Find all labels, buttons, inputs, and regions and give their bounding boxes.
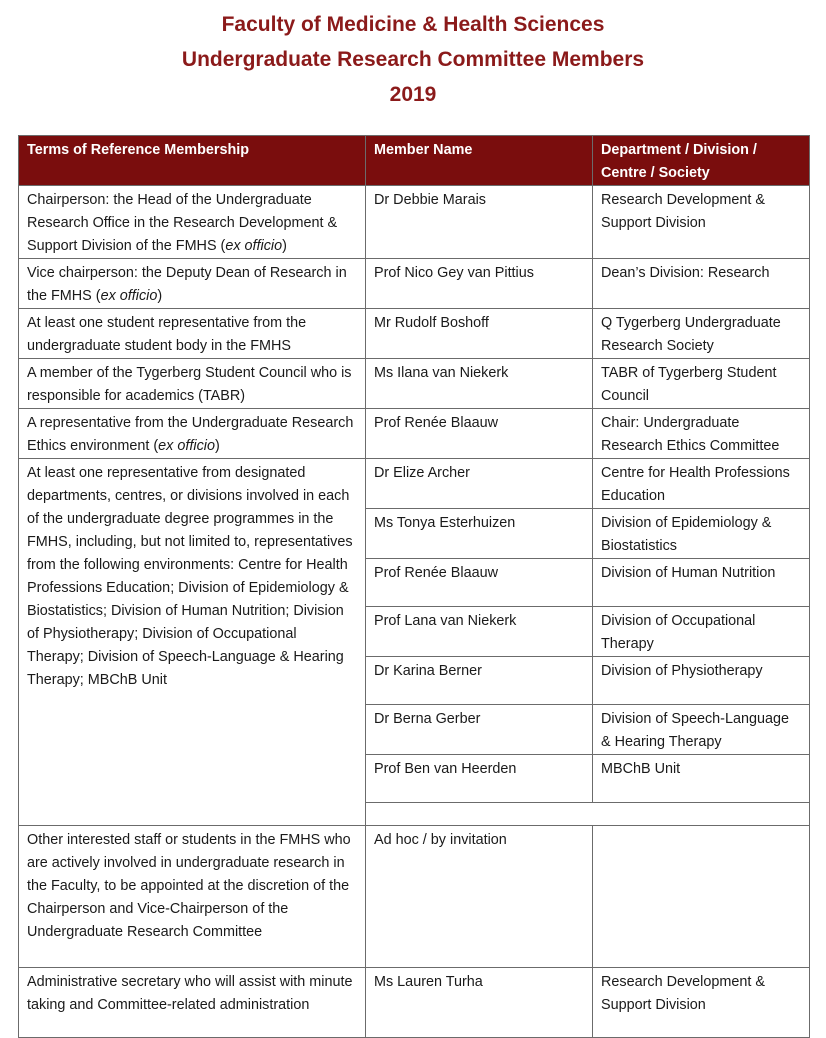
member-cell: Prof Lana van Niekerk bbox=[366, 607, 593, 657]
title-committee: Undergraduate Research Committee Members bbox=[181, 48, 645, 71]
terms-cell: At least one student representative from the undergraduate student body in the FMHS bbox=[19, 309, 366, 359]
member-cell: Ad hoc / by invitation bbox=[366, 826, 593, 968]
spacer-cell bbox=[366, 803, 810, 826]
column-header-member: Member Name bbox=[366, 136, 593, 186]
department-cell: Q Tygerberg Undergraduate Research Society bbox=[593, 309, 810, 359]
terms-cell: Chairperson: the Head of the Undergraduate Research Office in the Research Development & Support Division of the FMHS (ex officio) bbox=[19, 186, 366, 259]
member-cell: Prof Nico Gey van Pittius bbox=[366, 259, 593, 309]
department-cell: Division of Human Nutrition bbox=[593, 559, 810, 607]
member-cell: Ms Ilana van Niekerk bbox=[366, 359, 593, 409]
department-cell: MBChB Unit bbox=[593, 755, 810, 803]
document-title bbox=[0, 0, 826, 112]
terms-cell: Other interested staff or students in the FMHS who are actively involved in undergraduate research in the Faculty, to be appointed at the discretion of the Chairperson and Vice-Chairperson of the Undergraduate Research Committee bbox=[19, 826, 366, 968]
column-header-department: Department / Division / Centre / Society bbox=[593, 136, 810, 186]
member-cell: Prof Ben van Heerden bbox=[366, 755, 593, 803]
department-cell bbox=[593, 826, 810, 968]
department-cell: Research Development & Support Division bbox=[593, 968, 810, 1038]
department-cell: Research Development & Support Division bbox=[593, 186, 810, 259]
member-cell: Mr Rudolf Boshoff bbox=[366, 309, 593, 359]
title-faculty: Faculty of Medicine & Health Sciences bbox=[221, 13, 605, 36]
department-cell: Division of Speech-Language & Hearing Therapy bbox=[593, 705, 810, 755]
terms-cell: At least one representative from designated departments, centres, or divisions involved in each of the undergraduate degree programmes in the FMHS, including, but not limited to, representatives from the following environments: Centre for Health Professions Education; Division of Epidemiology & Biostatistics; Division of Human Nutrition; Division of Physiotherapy; Division of Occupational Therapy; Division of Speech-Language & Hearing Therapy; MBChB Unit bbox=[19, 459, 366, 826]
terms-cell: A member of the Tygerberg Student Council who is responsible for academics (TABR) bbox=[19, 359, 366, 409]
department-cell: Centre for Health Professions Education bbox=[593, 459, 810, 509]
member-cell: Dr Berna Gerber bbox=[366, 705, 593, 755]
department-cell: Division of Occupational Therapy bbox=[593, 607, 810, 657]
table-row bbox=[19, 259, 810, 309]
table-row bbox=[19, 409, 810, 459]
terms-cell: Vice chairperson: the Deputy Dean of Research in the FMHS (ex officio) bbox=[19, 259, 366, 309]
table-row bbox=[19, 309, 810, 359]
table-row bbox=[19, 186, 810, 259]
table-row bbox=[19, 359, 810, 409]
committee-members-table bbox=[18, 135, 810, 1038]
member-cell: Ms Lauren Turha bbox=[366, 968, 593, 1038]
department-cell: Dean’s Division: Research bbox=[593, 259, 810, 309]
department-cell: Division of Physiotherapy bbox=[593, 657, 810, 705]
member-cell: Prof Renée Blaauw bbox=[366, 409, 593, 459]
member-cell: Dr Debbie Marais bbox=[366, 186, 593, 259]
member-cell: Prof Renée Blaauw bbox=[366, 559, 593, 607]
table-header-row bbox=[19, 136, 810, 186]
terms-cell: A representative from the Undergraduate Research Ethics environment (ex officio) bbox=[19, 409, 366, 459]
terms-cell: Administrative secretary who will assist with minute taking and Committee-related administration bbox=[19, 968, 366, 1038]
column-header-terms: Terms of Reference Membership bbox=[19, 136, 366, 186]
department-cell: Division of Epidemiology & Biostatistics bbox=[593, 509, 810, 559]
table-row bbox=[19, 826, 810, 968]
department-cell: TABR of Tygerberg Student Council bbox=[593, 359, 810, 409]
member-cell: Dr Karina Berner bbox=[366, 657, 593, 705]
table-row bbox=[19, 968, 810, 1038]
title-year: 2019 bbox=[389, 83, 437, 106]
table-row bbox=[19, 459, 810, 509]
department-cell: Chair: Undergraduate Research Ethics Committee bbox=[593, 409, 810, 459]
member-cell: Ms Tonya Esterhuizen bbox=[366, 509, 593, 559]
member-cell: Dr Elize Archer bbox=[366, 459, 593, 509]
